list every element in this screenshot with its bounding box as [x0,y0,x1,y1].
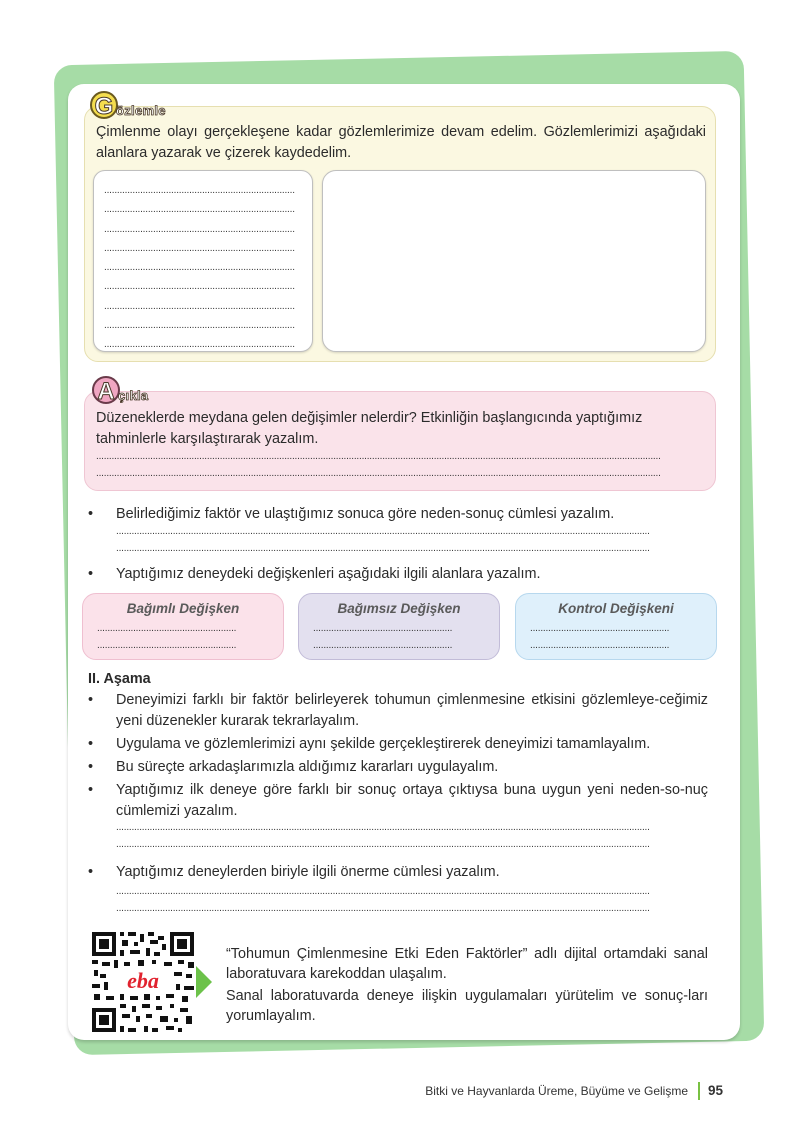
explain-question: Düzeneklerde meydana gelen değişimler nelerdir? Etkinliğin başlangıcında yaptığımız tahminlerle karşılaştırarak yazalım. [96,410,643,447]
stage-2-item [88,757,708,778]
bullet-marker: • [88,692,94,708]
dependent-variable-title: Bağımlı Değişken [126,601,240,616]
explain-badge [92,376,148,404]
eba-logo: eba [117,968,169,994]
writing-line: .......................................................................... [104,185,295,196]
stage-2-item-text: Bu süreçte arkadaşlarımızla aldığımız kararları uygulayalım. [116,759,499,775]
qr-paragraph-2: Sanal laboratuvarda deneye ilişkin uygulamaları yürütelim ve sonuç-ları yorumlayalım. [226,988,708,1024]
explain-answer-area[interactable] [96,448,704,482]
bullet-cause-effect [88,504,708,525]
page-footer [0,1082,800,1102]
answer-line: ............................................................................................................................................................................................................... [116,903,650,914]
bullet-marker: • [88,782,94,798]
cause-effect-answer-area[interactable] [116,523,706,557]
hypothesis-answer-area[interactable] [116,883,706,917]
footer-divider [698,1082,700,1100]
independent-variable-title: Bağımsız Değişken [337,601,461,616]
observe-badge [90,91,166,119]
writing-line: .......................................................................... [104,242,295,254]
stage-2-item-text: Yaptığımız ilk deneye göre farklı bir sonuç ortaya çıktıysa buna uygun yeni neden-so-nuç cümlemizi yazalım. [116,782,708,819]
writing-line: .......................................................................... [104,300,295,312]
bullet-text: Belirlediğimiz faktör ve ulaştığımız sonuca göre neden-sonuç cümlesi yazalım. [116,506,615,522]
bullet-text: Yaptığımız deneydeki değişkenleri aşağıdaki ilgili alanlara yazalım. [116,566,541,582]
qr-paragraph-1: “Tohumun Çimlenmesine Etki Eden Faktörler” adlı dijital ortamdaki sanal laboratuvara karekoddan ulaşalım. [226,946,708,982]
qr-description [226,944,708,1026]
new-cause-effect-answer-area[interactable] [116,819,706,853]
answer-line: ...................................................... [97,623,237,634]
observe-drawing-area[interactable] [322,170,706,352]
explain-badge-letter: A [92,376,120,404]
control-variable-box[interactable] [515,593,717,660]
answer-line: ............................................................................................................................................................................................................... [116,886,650,897]
answer-line: ........................................................................................................................................................................................................................... [96,468,661,479]
answer-line: ............................................................................................................................................................................................................... [116,839,650,850]
writing-line: .......................................................................... [104,281,295,293]
bullet-marker: • [88,566,94,582]
control-variable-title: Kontrol Değişkeni [558,601,674,616]
bullet-variables [88,564,708,585]
stage-2-item [88,780,708,821]
bullet-marker: • [88,736,94,752]
answer-line: ...................................................... [530,623,670,634]
answer-line: ............................................................................................................................................................................................................... [116,543,650,554]
bullet-marker: • [88,759,94,775]
page-number: 95 [708,1083,724,1098]
answer-line: ........................................................................................................................................................................................................................... [96,451,661,462]
writing-line: .......................................................................... [104,223,295,235]
qr-arrow-icon [196,966,212,998]
observe-badge-label: özlemle [116,103,166,118]
footer-chapter-title: Bitki ve Hayvanlarda Üreme, Büyüme ve Gelişme [425,1084,688,1098]
stage-2-item [88,862,708,883]
bullet-marker: • [88,506,94,522]
writing-line: .......................................................................... [104,320,295,332]
answer-line: ...................................................... [313,623,453,634]
observe-instructions: Çimlenme olayı gerçekleşene kadar gözlemlerimize devam edelim. Gözlemlerimizi aşağıdaki alanlara yazarak ve çizerek kaydedelim. [96,124,706,161]
answer-line: ............................................................................................................................................................................................................... [116,526,650,537]
explain-badge-label: çıkla [118,388,149,403]
answer-line: ...................................................... [313,640,453,651]
writing-line: .......................................................................... [104,339,295,351]
observe-writing-area[interactable] [93,170,313,352]
stage-2-item-text: Deneyimizi farklı bir faktör belirleyerek tohumun çimlenmesine etkisini gözlemleye-ceğimiz yeni düzenekler kurarak tekrarlayalım. [116,692,708,729]
stage-2-item [88,690,708,731]
answer-line: ...................................................... [97,640,237,651]
writing-line: .......................................................................... [104,204,295,216]
stage-2-item-text: Uygulama ve gözlemlerimizi aynı şekilde gerçekleştirerek deneyimizi tamamlayalım. [116,736,651,752]
answer-line: ...................................................... [530,640,670,651]
observe-badge-letter: G [90,91,118,119]
bullet-marker: • [88,864,94,880]
stage-2-item-text: Yaptığımız deneylerden biriyle ilgili önerme cümlesi yazalım. [116,864,500,880]
writing-line: .......................................................................... [104,262,295,274]
stage-2-title: II. Aşama [88,671,151,687]
answer-line: ............................................................................................................................................................................................................... [116,822,650,833]
dependent-variable-box[interactable] [82,593,284,660]
stage-2-item [88,734,708,755]
independent-variable-box[interactable] [298,593,500,660]
